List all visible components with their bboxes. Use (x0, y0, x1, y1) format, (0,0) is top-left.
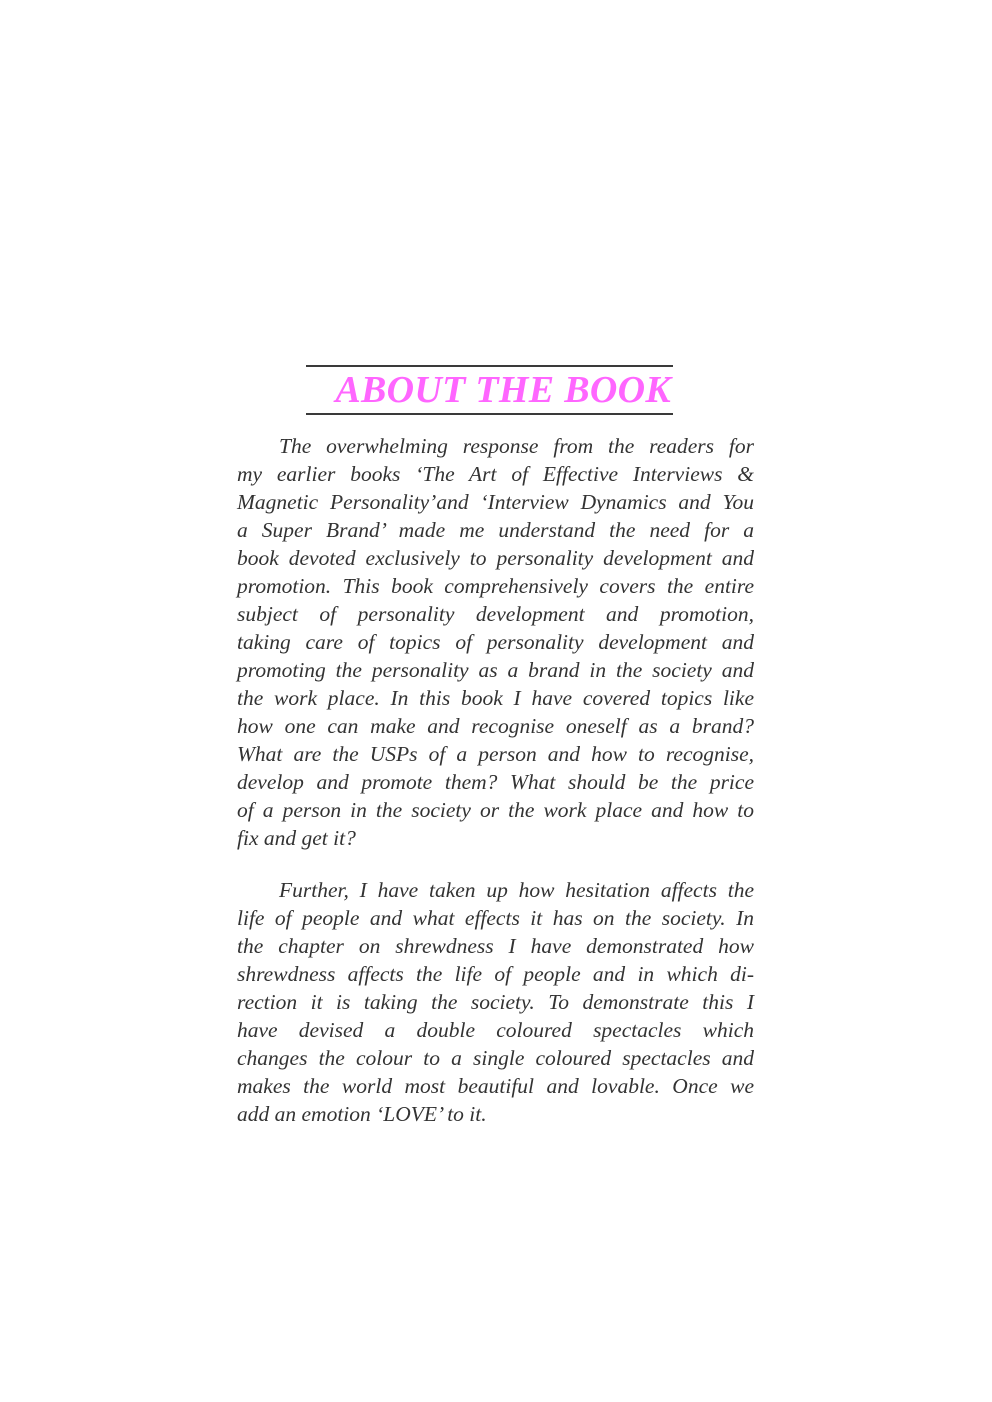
text-line: the work place. In this book I have covered topics like (237, 686, 754, 710)
text-line: Magnetic Personality’and ‘Interview Dynamics and You (237, 490, 754, 514)
text-line: of a person in the society or the work place and how to (237, 798, 754, 822)
text-line: The overwhelming response from the readers for (279, 434, 754, 458)
page-title: ABOUT THE BOOK (335, 369, 671, 411)
heading-block (306, 365, 673, 415)
text-line: makes the world most beautiful and lovable. Once we (237, 1074, 754, 1098)
text-line: my earlier books ‘The Art of Effective Interviews & (237, 462, 754, 486)
text-line: taking care of topics of personality development and (237, 630, 754, 654)
text-line: subject of personality development and promotion, (237, 602, 754, 626)
text-line: a Super Brand’ made me understand the need for a (237, 518, 754, 542)
text-line: life of people and what effects it has on the society. In (237, 906, 754, 930)
text-line: the chapter on shrewdness I have demonstrated how (237, 934, 754, 958)
text-line: fix and get it? (237, 826, 356, 850)
text-line: book devoted exclusively to personality development and (237, 546, 754, 570)
text-line: What are the USPs of a person and how to recognise, (237, 742, 754, 766)
bottom-rule (306, 413, 673, 415)
text-line: develop and promote them? What should be the price (237, 770, 754, 794)
text-line: how one can make and recognise oneself as a brand? (237, 714, 754, 738)
paragraph-2 (237, 876, 754, 1128)
paragraph-1 (237, 432, 754, 852)
text-line: promoting the personality as a brand in the society and (237, 658, 754, 682)
about-text (237, 432, 754, 1128)
text-line: Further, I have taken up how hesitation affects the (279, 878, 754, 902)
text-line: have devised a double coloured spectacles which (237, 1018, 754, 1042)
text-line: shrewdness affects the life of people and in which di- (237, 962, 754, 986)
text-line: changes the colour to a single coloured spectacles and (237, 1046, 754, 1070)
text-line: rection it is taking the society. To demonstrate this I (237, 990, 754, 1014)
text-line: add an emotion ‘LOVE’ to it. (237, 1102, 487, 1126)
text-line: promotion. This book comprehensively covers the entire (237, 574, 754, 598)
